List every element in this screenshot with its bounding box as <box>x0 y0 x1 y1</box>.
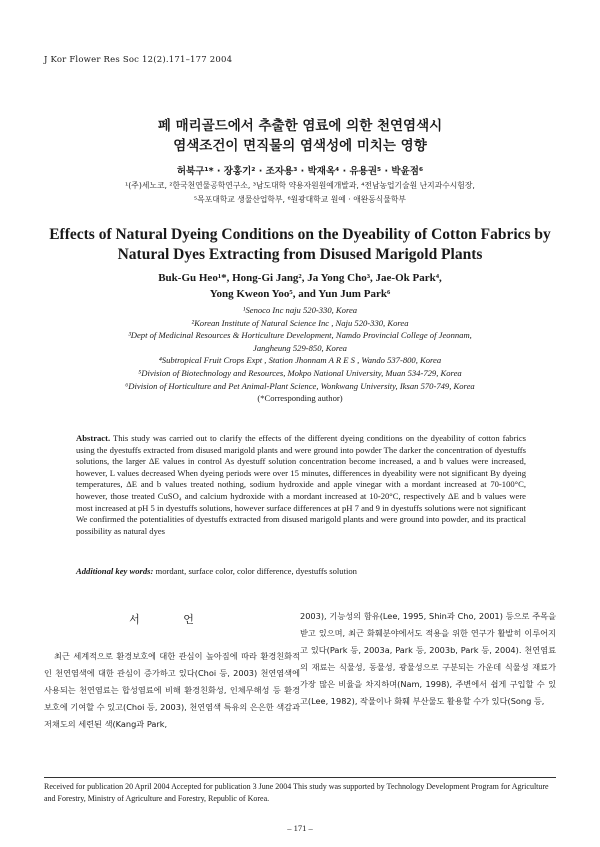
english-affiliations <box>40 304 560 405</box>
body-column-right <box>300 608 556 710</box>
section-heading-introduction: 서 언 <box>129 613 214 626</box>
abstract-label: Abstract. <box>76 433 111 443</box>
korean-title-line-2: 염색조건이 면직물의 염색성에 미치는 영향 <box>173 138 427 154</box>
english-title: Effects of Natural Dyeing Conditions on the Dyeability of Cotton Fabrics by Natural Dyes Extracting from Disused Marigold Plants <box>49 226 551 263</box>
english-authors-line-1: Buk-Gu Heo¹*, Hong-Gi Jang², Ja Yong Cho³, Jae-Ok Park⁴, <box>158 272 442 284</box>
keywords-label: Additional key words: <box>76 566 154 576</box>
korean-title-line-1: 페 매리골드에서 추출한 염료에 의한 천연염색시 <box>157 118 443 134</box>
affiliation-line: ⁴Subtropical Fruit Crops Expt , Station Jhonnam A R E S , Wando 537-800, Korea <box>158 355 442 366</box>
affiliation-line: ³Dept of Medicinal Resources & Horticulture Development, Namdo Provincial College of Jeonnam, <box>128 330 472 341</box>
page-number: – 171 – <box>287 823 313 833</box>
body-paragraph: 2003), 기능성의 함유(Lee, 1995, Shin과 Cho, 2001) 등으로 주목을 받고 있으며, 최근 화훼분야에서도 적용을 위한 연구가 활발히 이루어지고 있다(Park 등, 2003a, Park 등, 2003b, Park 등, 2004). 천연염료의 재료는 식물성, 동물성, 광물성으로 구분되는 가운데 식물성 재료가 가장 많은 비율을 차지하며(Nam, 1998), 주변에서 쉽게 구입할 수 있고(Lee, 1982), 작물이나 화훼 부산물도 활용할 수가 있다(Song 등, <box>300 611 556 706</box>
korean-affiliations-line-2: ⁵목포대학교 생물산업학부, ⁶원광대학교 원예 · 애완동식물학부 <box>194 195 406 204</box>
english-authors <box>40 270 560 302</box>
journal-citation: J Kor Flower Res Soc 12(2).171–177 2004 <box>44 55 233 65</box>
korean-authors: 허북구¹* · 장홍기² · 조자용³ · 박재옥⁴ · 유용권⁵ · 박윤점⁶ <box>176 166 424 177</box>
additional-key-words <box>76 566 526 576</box>
keywords-text: mordant, surface color, color difference, dyestuffs solution <box>153 566 357 576</box>
footnote-divider <box>44 777 556 778</box>
corresponding-author-note: (*Corresponding author) <box>257 393 343 404</box>
body-column-left <box>44 648 300 733</box>
english-authors-line-2: Yong Kweon Yoo⁵, and Yun Jum Park⁶ <box>209 288 391 300</box>
korean-affiliations-line-1: ¹(주)세노코, ²한국천연물공학연구소, ³남도대학 약용자원원예개발과, ⁴전남농업기술원 난지과수시험장, <box>125 181 475 190</box>
affiliation-line: ¹Senoco Inc naju 520-330, Korea <box>242 305 358 315</box>
affiliation-line: Jangheung 529-850, Korea <box>253 342 347 353</box>
abstract-text: This study was carried out to clarify the effects of the different dyeing conditions on the dyeability of cotton fabrics using the dyestuffs extracted from disused marigold plants and were ground into powder The darker the concentration of dyestuffs solutions, the larger ΔE values in control As dyestuff solution concentration become increased, a and b values were increased, however, L values decreased When dyeing periods were over 15 minutes, differences in dyeability were not significant By dyeing temperatures, ΔE and b values treated nothing, sodium hydroxide and apple vinegar with a mordant increased at 70-100°C, however, those treated CuSO₄ and calcium hydroxide with a mordant increased at 10-20°C, respectively ΔE and b values were most increased at pH 5 in dyestuffs solutions, however surface differences at pH 7 and 9 in dyestuffs solutions were not significant We confirmed the potentialities of dyestuffs extracted from disused marigold plants and were ground into powder, and its practical possibility as natural dyes <box>76 433 526 536</box>
affiliation-line: ²Korean Institute of Natural Science Inc , Naju 520-330, Korea <box>191 317 409 328</box>
affiliation-line: ⁵Division of Biotechnology and Resources, Mokpo National University, Muan 534-729, Korea <box>138 367 462 378</box>
publication-footnote: Received for publication 20 April 2004 Accepted for publication 3 June 2004 This study was supported by Technology Development Program for Agriculture and Forestry, Ministry of Agriculture and Forestry, Republic of Korea. <box>44 782 549 803</box>
body-paragraph: 최근 세계적으로 환경보호에 대한 관심이 높아짐에 따라 환경친화적인 천연염색에 대한 관심이 증가하고 있다(Choi 등, 2003) 천연염색에 사용되는 천연염료는 합성염료에 비해 환경친화성, 인체무해성 등 환경보호에 기여할 수 있고(Choi 등, 2003), 천연염색 특유의 은은한 색감과 저채도의 세련된 색(Kang과 Park, <box>44 651 300 729</box>
affiliation-line: ⁶Division of Horticulture and Pet Animal-Plant Science, Wonkwang University, Iksan 570-749, Korea <box>125 380 475 391</box>
abstract <box>76 433 526 537</box>
